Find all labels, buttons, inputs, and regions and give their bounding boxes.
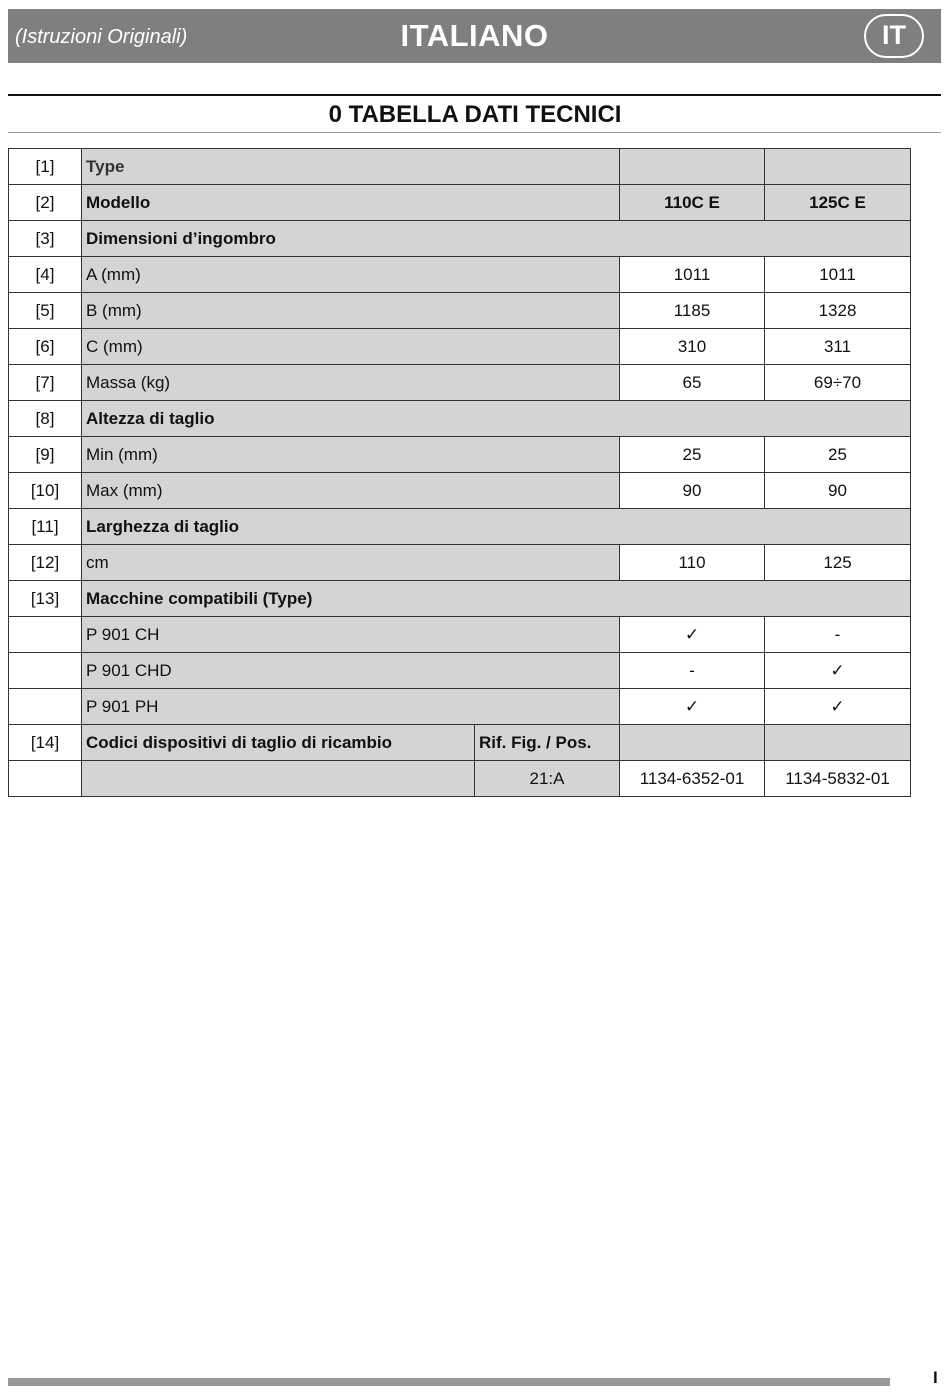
value-cell-1: 1011 [620, 257, 765, 293]
compat-mark-2: - [765, 617, 911, 653]
row-number: [13] [9, 581, 82, 617]
row-label: C (mm) [82, 329, 620, 365]
footer-bar [8, 1378, 890, 1386]
section-heading: Altezza di taglio [82, 401, 911, 437]
row-number: [2] [9, 185, 82, 221]
value-cell-2: 1011 [765, 257, 911, 293]
table-row [9, 689, 911, 725]
value-cell-1 [620, 149, 765, 185]
row-number: [1] [9, 149, 82, 185]
machine-label: P 901 CH [82, 617, 620, 653]
row-number: [4] [9, 257, 82, 293]
model-name-2: 125C E [765, 185, 911, 221]
row-number: [14] [9, 725, 82, 761]
table-row [9, 365, 911, 401]
row-number: [11] [9, 509, 82, 545]
row-label: Modello [82, 185, 620, 221]
technical-data-table [8, 148, 911, 797]
row-number: [5] [9, 293, 82, 329]
row-label: Min (mm) [82, 437, 620, 473]
row-number: [8] [9, 401, 82, 437]
compat-mark-2: ✓ [765, 689, 911, 725]
header-subtitle: (Istruzioni Originali) [15, 26, 188, 48]
row-number: [6] [9, 329, 82, 365]
machine-label: P 901 PH [82, 689, 620, 725]
table-row [9, 545, 911, 581]
ref-header: Rif. Fig. / Pos. [475, 725, 620, 761]
row-label: B (mm) [82, 293, 620, 329]
row-number [9, 689, 82, 725]
table-row [9, 437, 911, 473]
table-row [9, 185, 911, 221]
table-row [9, 473, 911, 509]
row-number: [12] [9, 545, 82, 581]
compat-mark-1: ✓ [620, 689, 765, 725]
table-row [9, 221, 911, 257]
table-row [9, 329, 911, 365]
compat-mark-1: - [620, 653, 765, 689]
row-number [9, 617, 82, 653]
row-label: cm [82, 545, 620, 581]
value-cell-2: 69÷70 [765, 365, 911, 401]
table-row [9, 725, 911, 761]
row-number: [9] [9, 437, 82, 473]
table-row [9, 617, 911, 653]
value-cell-2: 125 [765, 545, 911, 581]
section-heading: Macchine compatibili (Type) [82, 581, 911, 617]
value-cell-2 [765, 725, 911, 761]
value-cell-2: 25 [765, 437, 911, 473]
section-heading: Larghezza di taglio [82, 509, 911, 545]
value-cell-1: 90 [620, 473, 765, 509]
title-rule-top [8, 94, 941, 96]
table-row [9, 401, 911, 437]
page-number: I [933, 1368, 938, 1387]
machine-label: P 901 CHD [82, 653, 620, 689]
value-cell-2: 311 [765, 329, 911, 365]
table-row [9, 509, 911, 545]
header-language: ITALIANO [400, 18, 549, 53]
table-row [9, 653, 911, 689]
compat-mark-1: ✓ [620, 617, 765, 653]
part-code-2: 1134-5832-01 [765, 761, 911, 797]
value-cell-1: 310 [620, 329, 765, 365]
table-row [9, 581, 911, 617]
model-name-1: 110C E [620, 185, 765, 221]
language-badge: IT [864, 14, 924, 58]
value-cell-2: 90 [765, 473, 911, 509]
part-code-1: 1134-6352-01 [620, 761, 765, 797]
compat-mark-2: ✓ [765, 653, 911, 689]
row-label: Codici dispositivi di taglio di ricambio [82, 725, 475, 761]
document-title: 0 TABELLA DATI TECNICI [328, 101, 622, 128]
table-row [9, 293, 911, 329]
row-label: A (mm) [82, 257, 620, 293]
row-number: [7] [9, 365, 82, 401]
row-label [82, 761, 475, 797]
row-label: Type [82, 149, 620, 185]
table-row [9, 149, 911, 185]
value-cell-1: 25 [620, 437, 765, 473]
table-row [9, 257, 911, 293]
ref-value: 21:A [475, 761, 620, 797]
row-number [9, 653, 82, 689]
value-cell-1: 1185 [620, 293, 765, 329]
row-number: [10] [9, 473, 82, 509]
row-label: Max (mm) [82, 473, 620, 509]
value-cell-2 [765, 149, 911, 185]
table-row [9, 761, 911, 797]
value-cell-2: 1328 [765, 293, 911, 329]
title-rule-bottom [8, 132, 941, 133]
value-cell-1 [620, 725, 765, 761]
row-label: Massa (kg) [82, 365, 620, 401]
value-cell-1: 65 [620, 365, 765, 401]
value-cell-1: 110 [620, 545, 765, 581]
section-heading: Dimensioni d’ingombro [82, 221, 911, 257]
page-header [8, 9, 941, 63]
row-number [9, 761, 82, 797]
row-number: [3] [9, 221, 82, 257]
